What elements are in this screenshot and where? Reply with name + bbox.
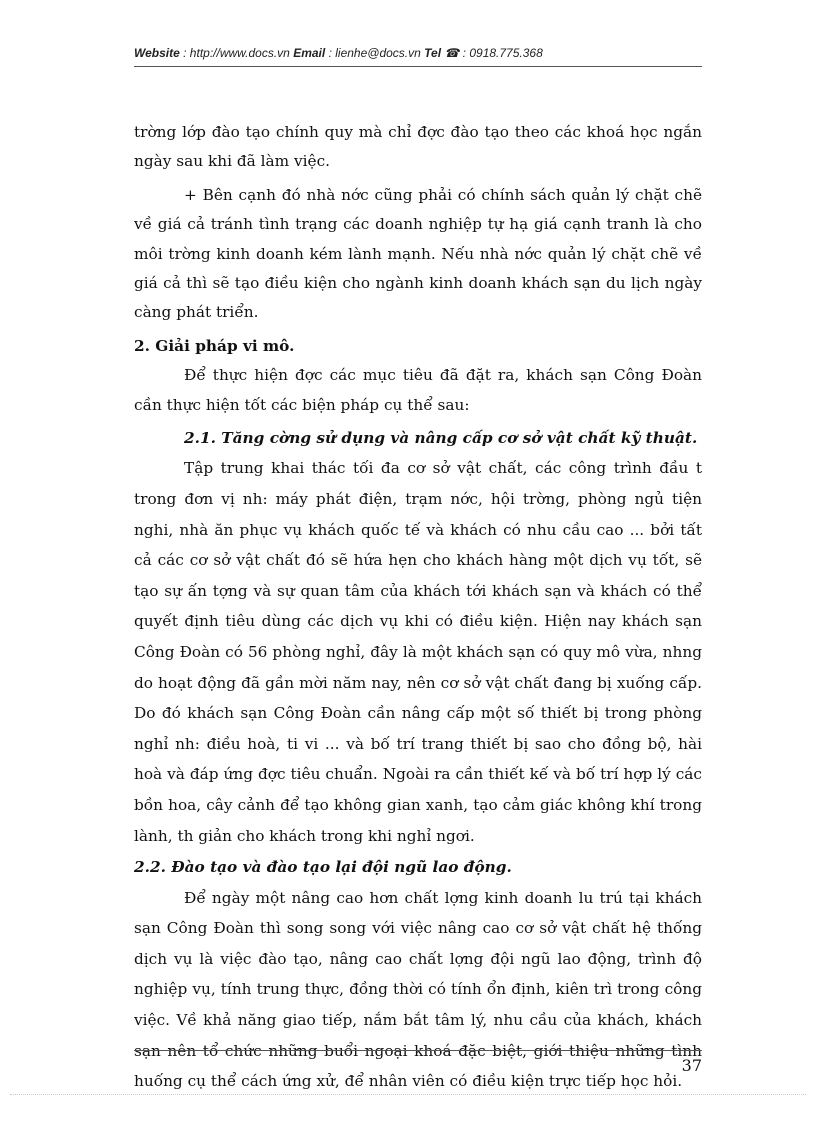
tel-value: ☎ : 0918.775.368 xyxy=(444,46,543,60)
tel-label: Tel xyxy=(424,46,442,60)
paragraph-1: trờng lớp đào tạo chính quy mà chỉ đợc đào tạo theo các khoá học ngắn ngày sau khi đã làm việc. xyxy=(134,123,702,171)
website-value: : http://www.docs.vn xyxy=(183,46,290,60)
email-value: : lienhe@docs.vn xyxy=(328,46,421,60)
section-heading-2: 2. Giải pháp vi mô. xyxy=(134,336,295,355)
subsection-heading-2-1: 2.1. Tăng cờng sử dụng và nâng cấp cơ sở vật chất kỹ thuật. xyxy=(184,429,698,448)
email-label: Email xyxy=(293,46,326,60)
subsection-heading-2-2: 2.2. Đào tạo và đào tạo lại đội ngũ lao động. xyxy=(134,858,512,877)
page-number: 37 xyxy=(681,1056,702,1075)
document-body xyxy=(134,118,702,1097)
paragraph-4: Tập trung khai thác tối đa cơ sở vật chất, các công trình đầu t trong đơn vị nh: máy phát điện, trạm nớc, hội trờng, phòng ngủ tiện nghi, nhà ăn phục vụ khách quốc tế và khách có nhu cầu cao ... bởi tất cả các cơ sở vật chất đó sẽ hứa hẹn cho khách hàng một dịch vụ tốt, sẽ tạo sự ấn tợng và sự quan tâm của khách tới khách sạn và khách có thể quyết định tiêu dùng các dịch vụ khi có điều kiện. Hiện nay khách sạn Công Đoàn có 56 phòng nghỉ, đây là một khách sạn có quy mô vừa, nhng do hoạt động đã gần mời năm nay, nên cơ sở vật chất đang bị xuống cấp. Do đó khách sạn Công Đoàn cần nâng cấp một số thiết bị trong phòng nghỉ nh: điều hoà, ti vi ... và bố trí trang thiết bị sao cho đồng bộ, hài hoà và đáp ứng đợc tiêu chuẩn. Ngoài ra cần thiết kế và bố trí hợp lý các bồn hoa, cây cảnh để tạo không gian xanh, tạo cảm giác không khí trong lành, th giản cho khách trong khi nghỉ ngơi. xyxy=(134,459,702,845)
page-header xyxy=(134,46,702,60)
page-edge-dots xyxy=(10,1094,806,1095)
paragraph-2: + Bên cạnh đó nhà nớc cũng phải có chính sách quản lý chặt chẽ về giá cả tránh tình trạng các doanh nghiệp tự hạ giá cạnh tranh là cho môi trờng kinh doanh kém lành mạnh. Nếu nhà nớc quản lý chặt chẽ về giá cả thì sẽ tạo điều kiện cho ngành kinh doanh khách sạn du lịch ngày càng phát triển. xyxy=(134,185,702,322)
header-divider xyxy=(134,66,702,67)
footer-divider xyxy=(134,1050,702,1051)
paragraph-5: Để ngày một nâng cao hơn chất lợng kinh doanh lu trú tại khách sạn Công Đoàn thì song song với việc nâng cao cơ sở vật chất hệ thống dịch vụ là việc đào tạo, nâng cao chất lợng đội ngũ lao động, trình độ nghiệp vụ, tính trung thực, đồng thời có tính ổn định, kiên trì trong công việc. Về khả năng giao tiếp, nắm bắt tâm lý, nhu cầu của khách, khách sạn nên tổ chức những buổi ngoại khoá đặc biệt, giới thiệu những tình huống cụ thể cách ứng xử, để nhân viên có điều kiện trực tiếp học hỏi. xyxy=(134,888,702,1091)
paragraph-3: Để thực hiện đợc các mục tiêu đã đặt ra, khách sạn Công Đoàn cần thực hiện tốt các biện pháp cụ thể sau: xyxy=(134,366,702,414)
website-label: Website xyxy=(134,46,180,60)
